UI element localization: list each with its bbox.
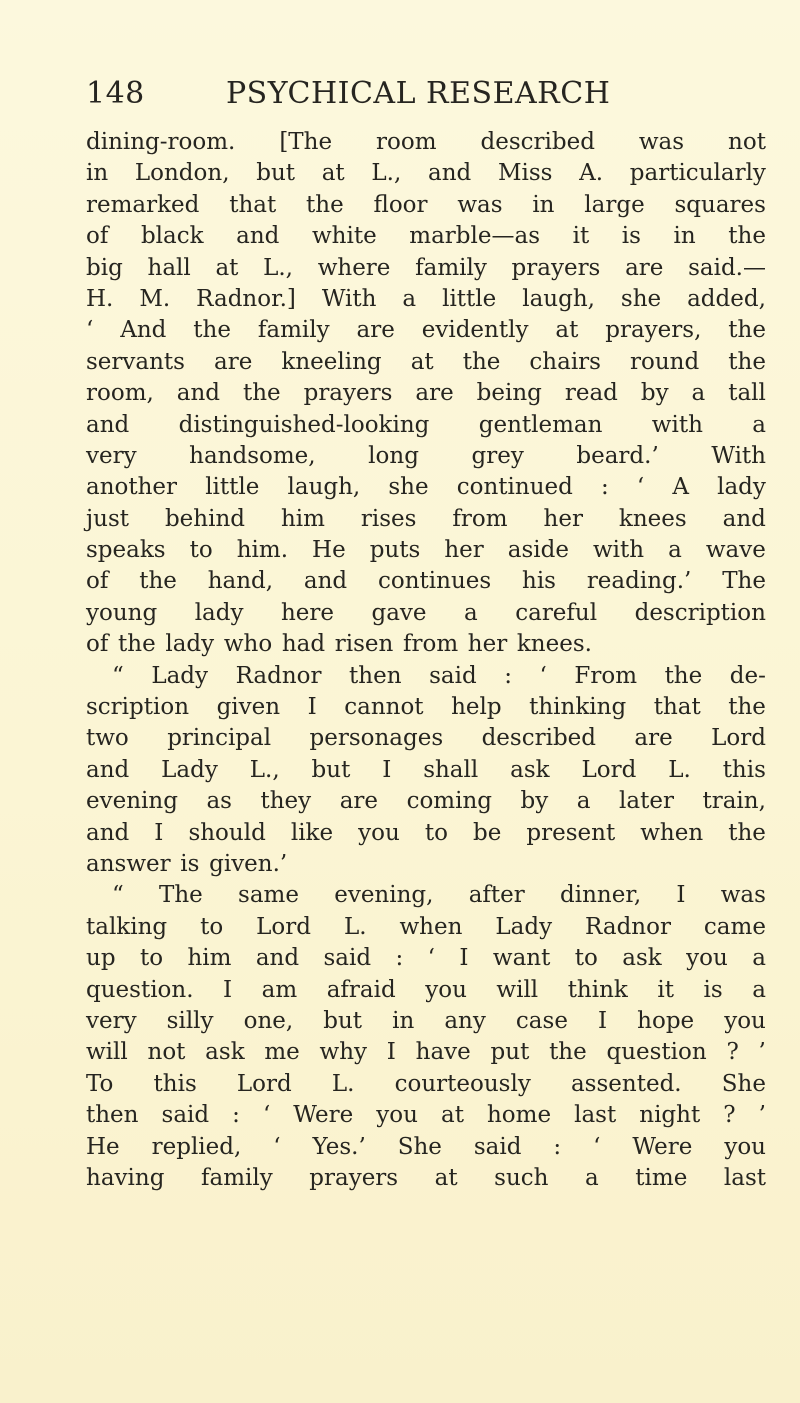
text-line: servants are kneeling at the chairs round the — [86, 348, 766, 375]
text-line: answer is given.’ — [86, 850, 288, 877]
text-line: and distinguished-looking gentleman with a — [86, 411, 766, 438]
text-line: having family prayers at such a time last — [86, 1164, 766, 1191]
body-text — [86, 127, 766, 1194]
text-line: dining-room. [The room described was not — [86, 129, 766, 155]
text-line: of the hand, and continues his reading.’ The — [86, 568, 766, 595]
text-line: ‘ And the family are evidently at prayers, the — [86, 317, 766, 344]
text-line: scription given I cannot help thinking that the — [86, 694, 766, 721]
text-line: To this Lord L. courteously assented. She — [86, 1070, 766, 1097]
text-line: of the lady who had risen from her knees. — [86, 631, 592, 658]
text-line: evening as they are coming by a later train, — [86, 788, 766, 815]
text-line: just behind him rises from her knees and — [86, 505, 766, 532]
text-line: of black and white marble—as it is in the — [86, 223, 766, 250]
text-line: young lady here gave a careful description — [86, 599, 766, 626]
text-line: H. M. Radnor.] With a little laugh, she added, — [86, 285, 766, 312]
text-line: in London, but at L., and Miss A. particularly — [86, 160, 766, 187]
text-line: very handsome, long grey beard.’ With — [86, 442, 766, 469]
text-line: two principal personages described are Lord — [86, 725, 766, 752]
text-line: then said : ‘ Were you at home last night ? ’ — [86, 1102, 766, 1129]
running-title: PSYCHICAL RESEARCH — [226, 76, 611, 111]
text-line: speaks to him. He puts her aside with a wave — [86, 537, 766, 564]
running-head — [86, 74, 746, 114]
text-line: room, and the prayers are being read by a tall — [86, 380, 766, 407]
text-line: up to him and said : ‘ I want to ask you a — [86, 945, 766, 972]
text-line: remarked that the floor was in large squares — [86, 191, 766, 218]
text-line: question. I am afraid you will think it is a — [86, 976, 766, 1003]
text-line: will not ask me why I have put the question ? ’ — [86, 1039, 766, 1066]
text-line: and Lady L., but I shall ask Lord L. this — [86, 756, 766, 783]
page-number: 148 — [86, 76, 145, 111]
text-line: very silly one, but in any case I hope you — [86, 1007, 766, 1034]
text-line: big hall at L., where family prayers are said.— — [86, 254, 766, 281]
text-line: He replied, ‘ Yes.’ She said : ‘ Were you — [86, 1133, 766, 1160]
text-line: another little laugh, she continued : ‘ A lady — [86, 474, 766, 501]
text-line: “ The same evening, after dinner, I was — [112, 882, 766, 909]
text-line: and I should like you to be present when the — [86, 819, 766, 846]
text-line: talking to Lord L. when Lady Radnor came — [86, 913, 766, 940]
text-line: “ Lady Radnor then said : ‘ From the de- — [112, 662, 766, 689]
